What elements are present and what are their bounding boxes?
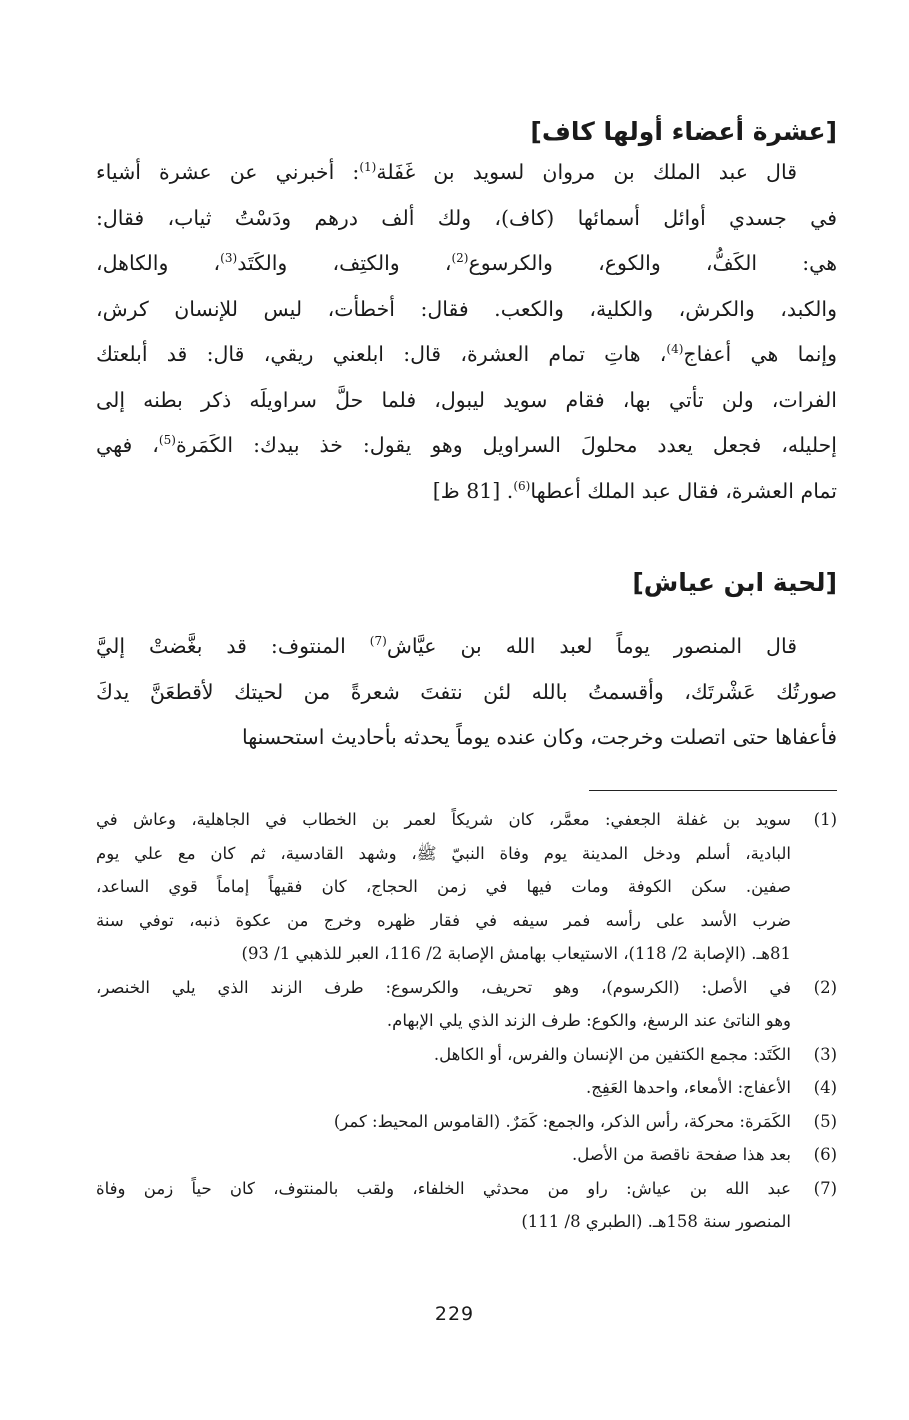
footnote-marker: (5) (158, 433, 176, 448)
footnote-line: الكَتَد: مجمع الكتفين من الإنسان والفرس، أو الكاهل. (433, 1044, 791, 1064)
footnote-number: (5) (813, 1111, 837, 1131)
line-text: الفرات، ولن تأتي بها، فقام سويد ليبول، فلما حلَّ سراويلَه ذكر بطنه إلى (96, 387, 837, 412)
line-text: صورتُك عَشْرتَك، وأقسمتُ بالله لئن نتفتَ شعرةً من لحيتك لأقطعَنَّ يدكَ (96, 679, 837, 704)
line-text: . [81 ظ] (432, 478, 514, 503)
footnote-number: (7) (813, 1178, 837, 1198)
section-heading-ibn-ayyash-beard: [لحية ابن عياش] (632, 568, 837, 597)
footnote-line: وهو الناتئ عند الرسغ، والكوع: طرف الزند الذي يلي الإبهام. (386, 1011, 791, 1030)
line-text: ، فهي (96, 433, 159, 457)
footnote-line: سويد بن غفلة الجعفي: معمَّر، كان شريكاً لعمر بن الخطاب في الجاهلية، وعاش في (96, 810, 791, 829)
line-text: وإنما هي أعفاج (683, 342, 837, 366)
footnote-line: في الأصل: (الكرسوم)، وهو تحريف، والكرسوع: طرف الزند الذي يلي الخنصر، (96, 977, 791, 997)
line-text: إحليله، فجعل يعدد محلولَ السراويل وهو يقول: خذ بيدك: الكَمَرة (175, 433, 837, 457)
footnote-line: الكَمَرة: محركة، رأس الذكر، والجمع: كَمَرٌ. (القاموس المحيط: كمر) (333, 1111, 791, 1131)
line-text: فأعفاها حتى اتصلت وخرجت، وكان عنده يوماً يحدثه بأحاديث استحسنها (241, 725, 837, 749)
line-text: قال المنصور يوماً لعبد الله بن عيَّاش (386, 634, 797, 658)
line-text: قال عبد الملك بن مروان لسويد بن غَفَلة (376, 160, 797, 184)
footnote-4 (96, 1071, 837, 1105)
footnote-line: عبد الله بن عياش: راو من محدثي الخلفاء، ولقب بالمنتوف، كان حياً زمن وفاة (96, 1178, 791, 1198)
footnote-7 (96, 1172, 837, 1239)
footnote-number: (2) (813, 977, 837, 997)
footnote-line: صفين. سكن الكوفة ومات فيها في زمن الحجاج، كان فقيهاً إماماً قوي الساعد، (96, 877, 791, 896)
line-text: ، والكتِف، والكَتَد (237, 251, 452, 275)
footnote-number: (3) (813, 1044, 837, 1064)
line-text: والكبد، والكرش، والكلية، والكعب. فقال: أخطأت، ليس للإنسان كرش، (96, 296, 837, 321)
line-text: ، والكاهل، (96, 251, 221, 275)
footnote-line: البادية، أسلم ودخل المدينة يوم وفاة النبيّ ﷺ، وشهد القادسية، ثم كان مع علي يوم (96, 843, 791, 863)
paragraph-2-line (96, 624, 837, 670)
footnote-6 (96, 1138, 837, 1172)
footnote-body (96, 803, 791, 971)
footnote-marker: (6) (513, 478, 531, 493)
footnote-line: بعد هذا صفحة ناقصة من الأصل. (571, 1145, 791, 1164)
paragraph-ibn-ayyash (96, 624, 837, 761)
footnote-line: الأعفاج: الأمعاء، واحدها العَفِج. (585, 1078, 791, 1097)
footnote-line: 81هـ. (الإصابة 2/ 118)، الاستيعاب بهامش الإصابة 2/ 116، العبر للذهبي 1/ 93) (241, 944, 791, 963)
footnote-line: ضرب الأسد على رأسه فمر سيفه في فقار ظهره وخرج من عكوة ذنبه، توفي سنة (96, 910, 791, 930)
footnote-body (96, 1138, 791, 1172)
paragraph-1-line (96, 378, 837, 424)
paragraph-1-line (96, 196, 837, 242)
section-heading-ten-organs: [عشرة أعضاء أولها كاف] (530, 117, 837, 146)
footnote-marker: (4) (666, 342, 684, 357)
footnote-separator (589, 790, 837, 791)
paragraph-ten-organs (96, 150, 837, 514)
paragraph-1-line (96, 423, 837, 469)
paragraph-1-line (96, 287, 837, 333)
footnote-number: (6) (813, 1145, 837, 1164)
line-text: ، هاتِ تمام العشرة، قال: ابلعني ريقي، قال: قد أبلعتك (96, 342, 667, 366)
line-text: : أخبرني عن عشرة أشياء (96, 160, 360, 184)
line-text: تمام العشرة، فقال عبد الملك أعطها (530, 478, 837, 503)
footnote-line: المنصور سنة 158هـ. (الطبري 8/ 111) (521, 1212, 791, 1231)
footnote-marker: (2) (451, 251, 469, 266)
paragraph-1-line (96, 469, 837, 515)
page-number: 229 (434, 1303, 475, 1325)
line-text: في جسدي أوائل أسمائها (كاف)، ولك ألف درهم ودَسْتُ ثياب، فقال: (96, 205, 837, 230)
footnote-body (96, 971, 791, 1038)
footnote-3 (96, 1038, 837, 1072)
paragraph-2-line (96, 670, 837, 716)
footnote-body (96, 1038, 791, 1072)
paragraph-1-line (96, 241, 837, 287)
footnote-body (96, 1172, 791, 1239)
line-text: المنتوف: قد بغَّضتْ إليَّ (96, 634, 370, 658)
paragraph-1-line (96, 150, 837, 196)
footnote-5 (96, 1105, 837, 1139)
footnotes (96, 803, 837, 1239)
footnote-marker: (1) (359, 160, 377, 175)
footnote-marker: (7) (369, 634, 387, 649)
line-text: هي: الكَفُّ، والكوع، والكرسوع (468, 251, 837, 275)
footnote-1 (96, 803, 837, 971)
footnote-number: (4) (813, 1078, 837, 1097)
footnote-body (96, 1071, 791, 1105)
footnote-marker: (3) (220, 251, 238, 266)
paragraph-1-line (96, 332, 837, 378)
paragraph-2-line (96, 715, 837, 761)
footnote-body (96, 1105, 791, 1139)
footnote-number: (1) (813, 810, 837, 829)
footnote-2 (96, 971, 837, 1038)
